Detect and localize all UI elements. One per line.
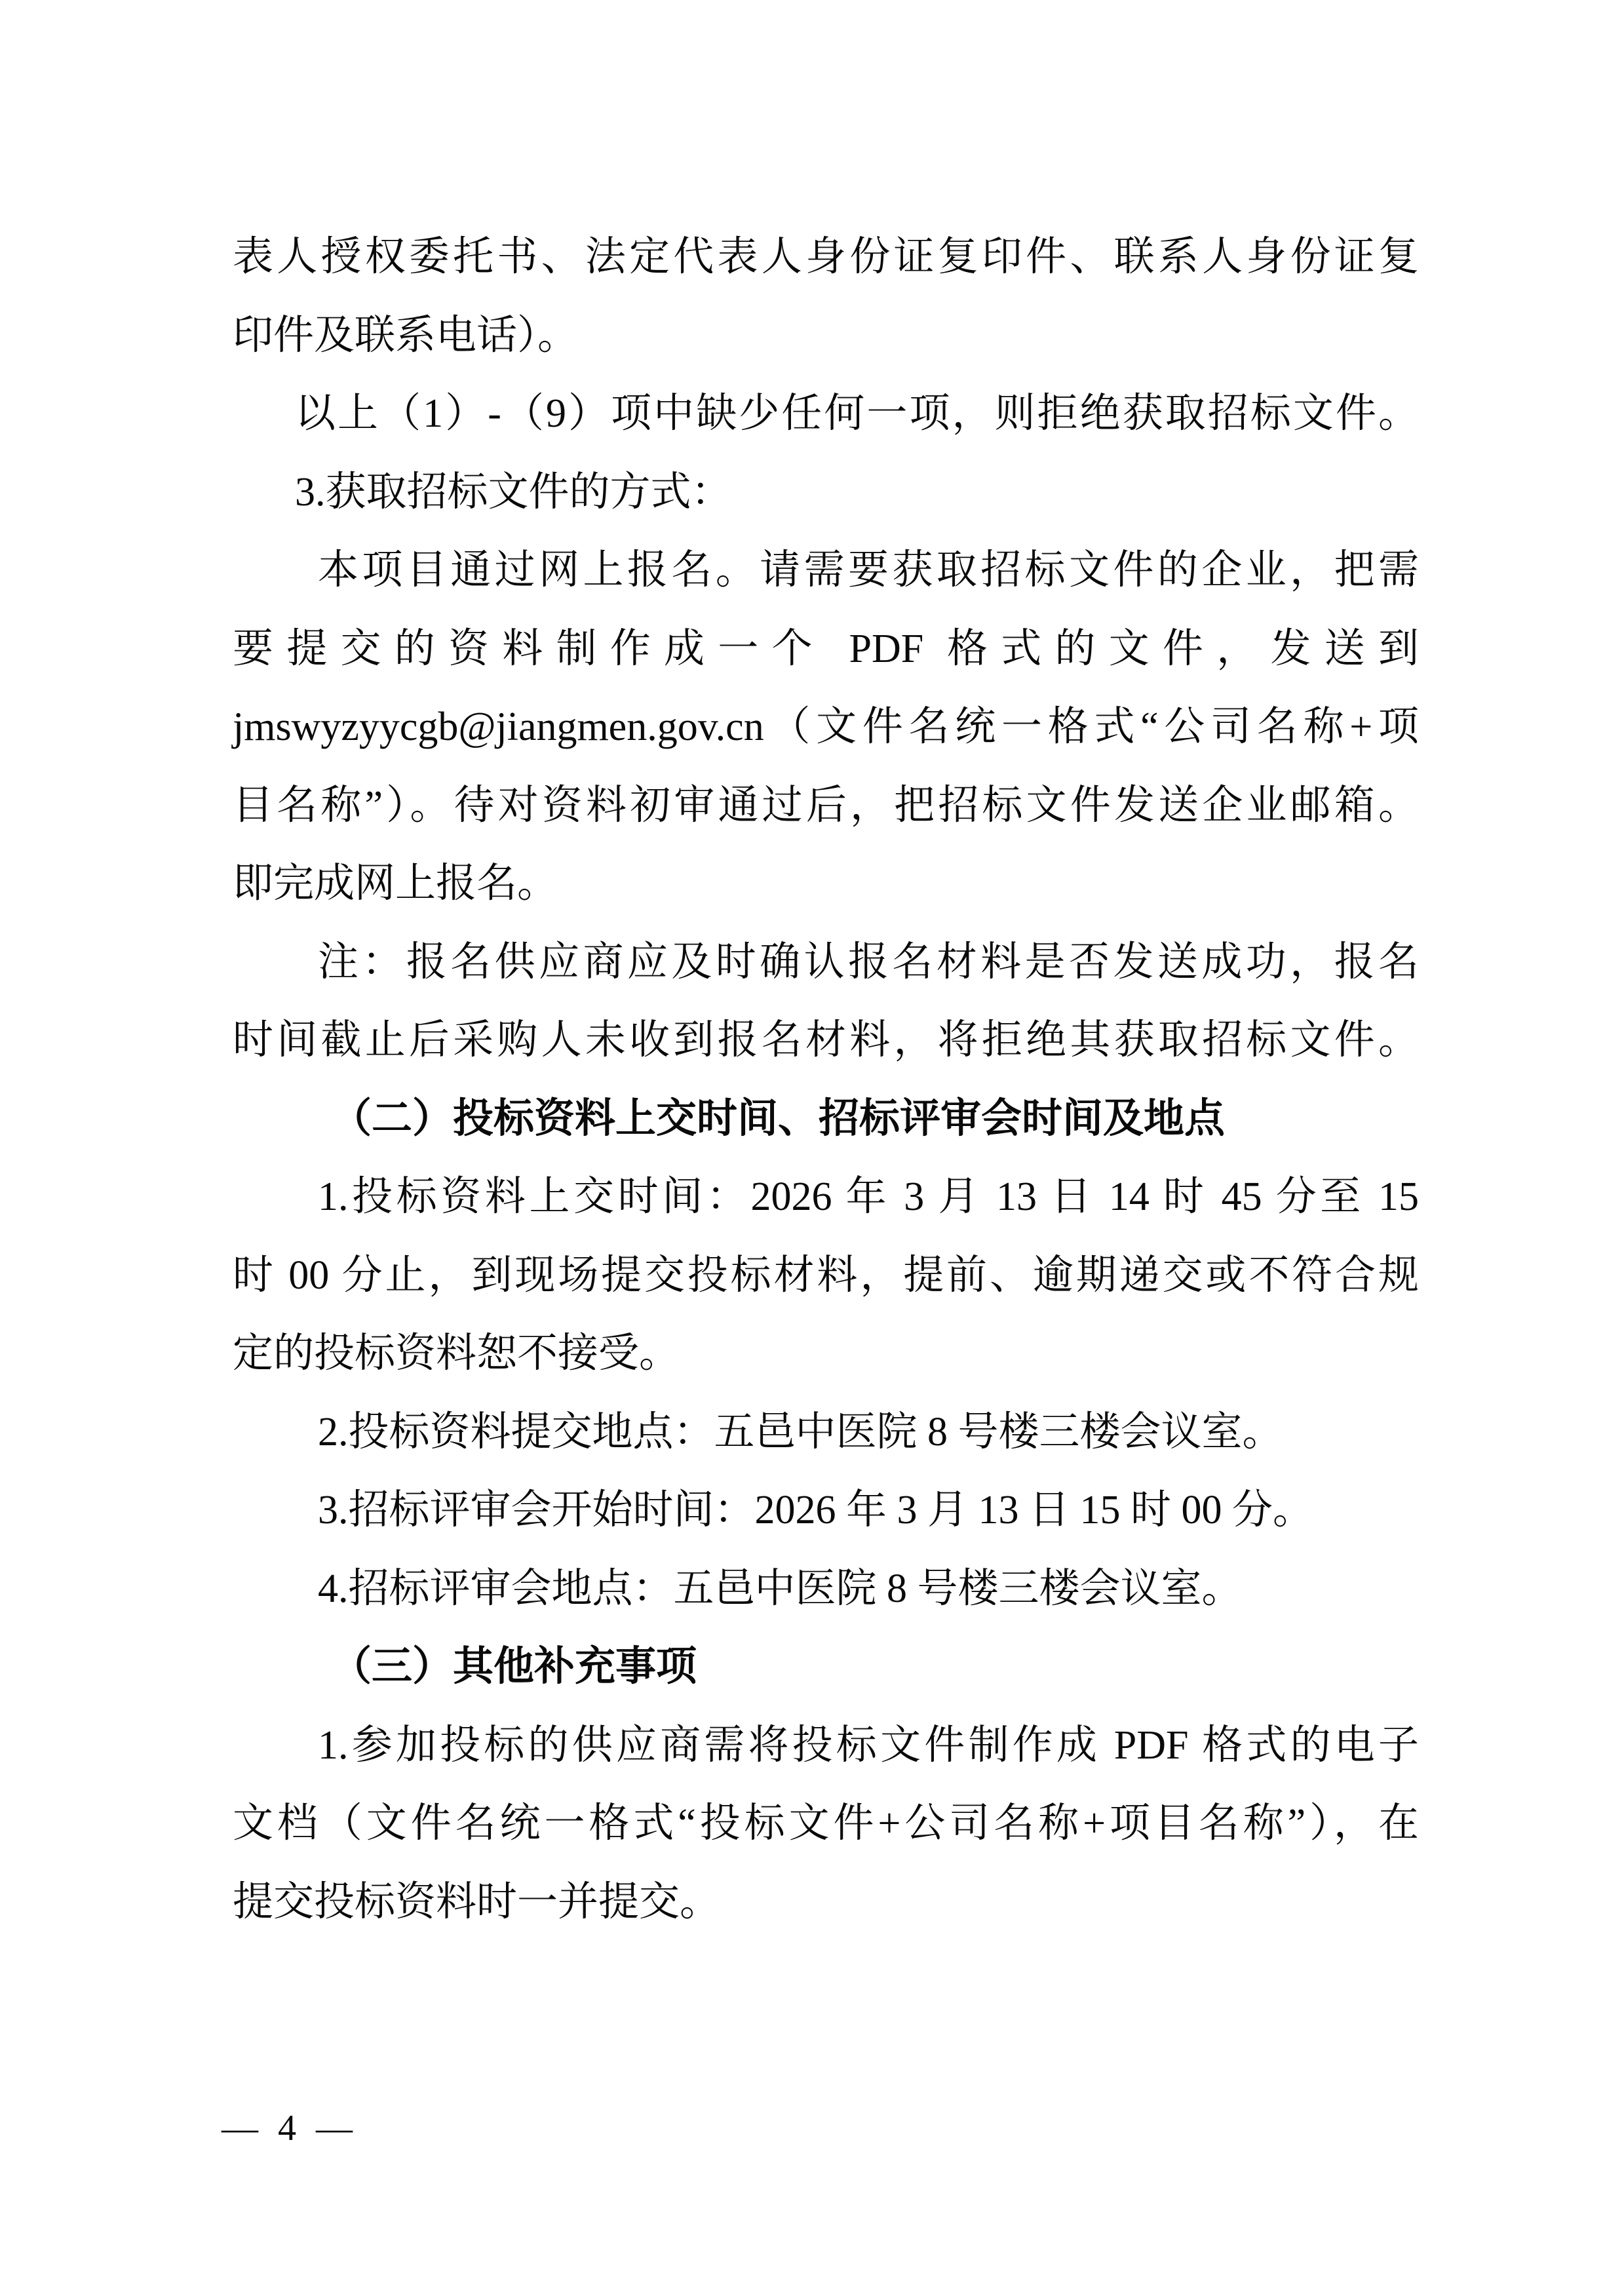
doc-line: 定的投标资料恕不接受。: [233, 1331, 680, 1376]
page-number: — 4 —: [222, 2108, 358, 2148]
section-heading: （三）其他补充事项: [331, 1644, 697, 1689]
doc-line: 1.投标资料上交时间：2026 年 3 月 13 日 14 时 45 分至 15: [318, 1175, 1419, 1219]
doc-line: 提交投标资料时一并提交。: [233, 1879, 721, 1924]
doc-line-email: jmswyzyycgb@jiangmen.gov.cn（文件名统一格式“公司名称+项: [233, 705, 1419, 749]
doc-line: 本项目通过网上报名。请需要获取招标文件的企业，把需: [318, 548, 1419, 593]
section-heading: （二）投标资料上交时间、招标评审会时间及地点: [331, 1096, 1226, 1141]
doc-line: 1.参加投标的供应商需将投标文件制作成 PDF 格式的电子: [318, 1722, 1419, 1768]
doc-line: 目名称”）。待对资料初审通过后，把招标文件发送企业邮箱。: [233, 783, 1419, 828]
doc-line: 时 00 分止，到现场提交投标材料，提前、逾期递交或不符合规: [233, 1253, 1419, 1298]
document-body-text: [233, 218, 1419, 1941]
doc-line: 以上（1）-（9）项中缺少任何一项，则拒绝获取招标文件。: [295, 391, 1419, 436]
doc-line: 注：报名供应商应及时确认报名材料是否发送成功，报名: [318, 939, 1419, 984]
doc-line: 3.获取招标文件的方式：: [295, 469, 732, 515]
doc-line: 印件及联系电话）。: [233, 313, 579, 358]
doc-line: 时间截止后采购人未收到报名材料，将拒绝其获取招标文件。: [233, 1018, 1419, 1062]
doc-line: 即完成网上报名。: [233, 861, 558, 906]
doc-line: 3.招标评审会开始时间：2026 年 3 月 13 日 15 时 00 分。: [318, 1488, 1314, 1532]
doc-line: 文档（文件名统一格式“投标文件+公司名称+项目名称”），在: [233, 1801, 1419, 1846]
doc-line: 要提交的资料制作成一个 PDF 格式的文件，发送到: [233, 626, 1419, 671]
doc-line: 表人授权委托书、法定代表人身份证复印件、联系人身份证复: [233, 235, 1419, 279]
doc-line: 4.招标评审会地点：五邑中医院 8 号楼三楼会议室。: [318, 1566, 1243, 1611]
doc-line: 2.投标资料提交地点：五邑中医院 8 号楼三楼会议室。: [318, 1409, 1283, 1454]
